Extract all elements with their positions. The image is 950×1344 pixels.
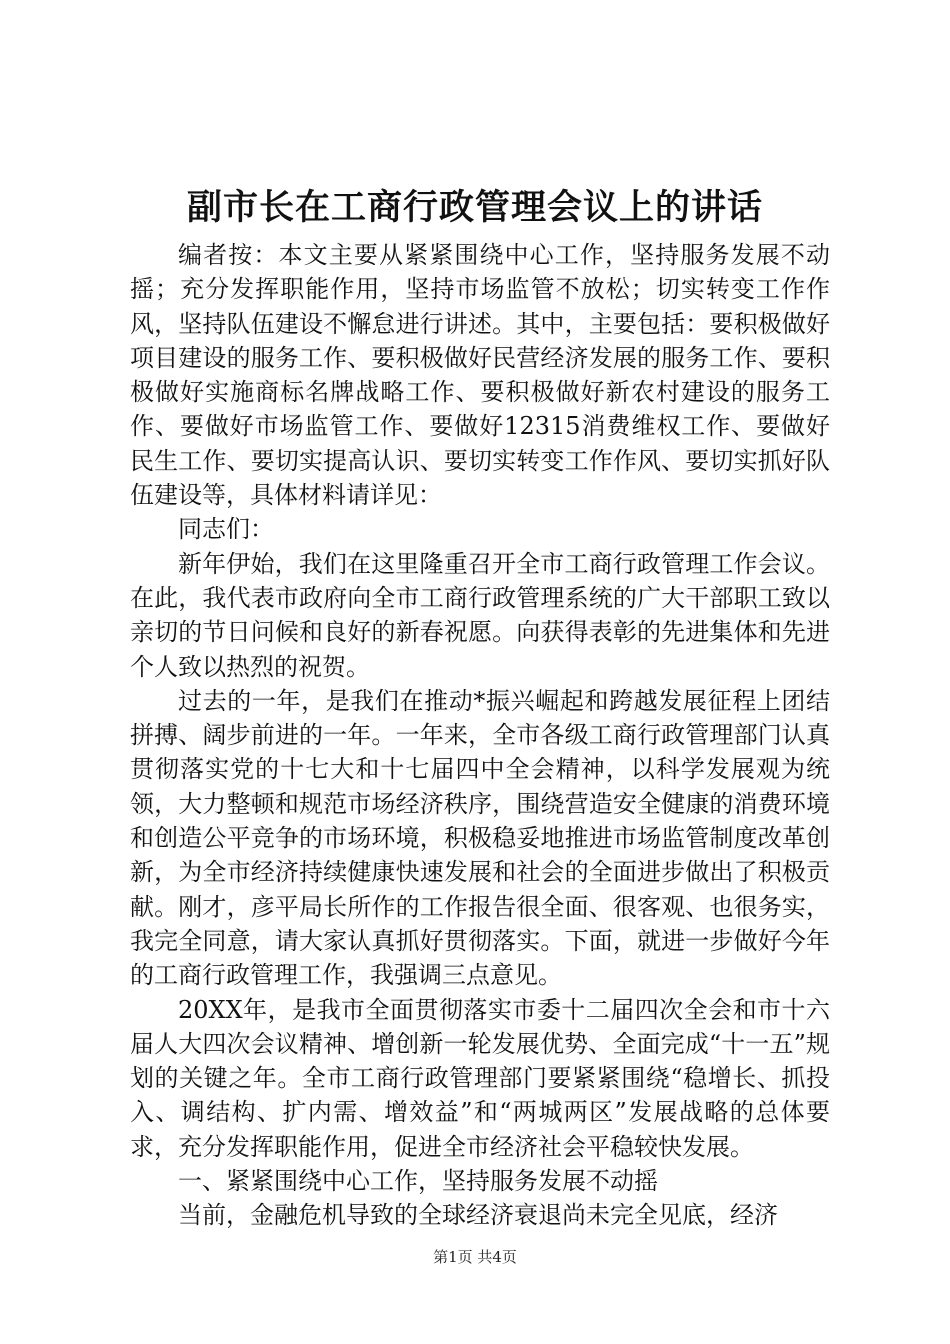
document-title: 副市长在工商行政管理会议上的讲话 xyxy=(186,187,763,228)
editor-note-paragraph: 编者按：本文主要从紧紧围绕中心工作，坚持服务发展不动摇；充分发挥职能作用，坚持市场监管不放松；切实转变工作作风，坚持队伍建设不懈怠进行讲述。其中，主要包括：要积极做好项目建设的服务工作、要积极做好民营经济发展的服务工作、要积极做好实施商标名牌战略工作、要积极做好新农村建设的服务工作、要做好市场监管工作、要做好12315消费维权工作、要做好民生工作、要切实提高认识、要切实转变工作作风、要切实抓好队伍建设等，具体材料请详见： xyxy=(130,241,830,510)
body-paragraph: 新年伊始，我们在这里隆重召开全市工商行政管理工作会议。在此，我代表市政府向全市工商行政管理系统的广大干部职工致以亲切的节日问候和良好的新春祝愿。向获得表彰的先进集体和先进个人致以热烈的祝贺。 xyxy=(130,549,830,681)
salutation: 同志们： xyxy=(178,515,274,544)
document-body xyxy=(130,238,830,1233)
page-number-footer: 第1页 共4页 xyxy=(433,1248,517,1266)
body-paragraph: 20XX年，是我市全面贯彻落实市委十二届四次全会和市十六届人大四次会议精神、增创新一轮发展优势、全面完成“十一五”规划的关键之年。全市工商行政管理部门要紧紧围绕“稳增长、抓投入、调结构、扩内需、增效益”和“两城两区”发展战略的总体要求，充分发挥职能作用，促进全市经济社会平稳较快发展。 xyxy=(130,995,830,1161)
section-heading: 一、紧紧围绕中心工作，坚持服务发展不动摇 xyxy=(178,1167,658,1196)
body-paragraph: 过去的一年，是我们在推动*振兴崛起和跨越发展征程上团结拼搏、阔步前进的一年。一年来，全市各级工商行政管理部门认真贯彻落实党的十七大和十七届四中全会精神，以科学发展观为统领，大力整顿和规范市场经济秩序，围绕营造安全健康的消费环境和创造公平竞争的市场环境，积极稳妥地推进市场监管制度改革创新，为全市经济持续健康快速发展和社会的全面进步做出了积极贡献。刚才，彦平局长所作的工作报告很全面、很客观、也很务实，我完全同意，请大家认真抓好贯彻落实。下面，就进一步做好今年的工商行政管理工作，我强调三点意见。 xyxy=(130,686,830,990)
body-paragraph: 当前，金融危机导致的全球经济衰退尚未完全见底，经济 xyxy=(178,1201,778,1230)
